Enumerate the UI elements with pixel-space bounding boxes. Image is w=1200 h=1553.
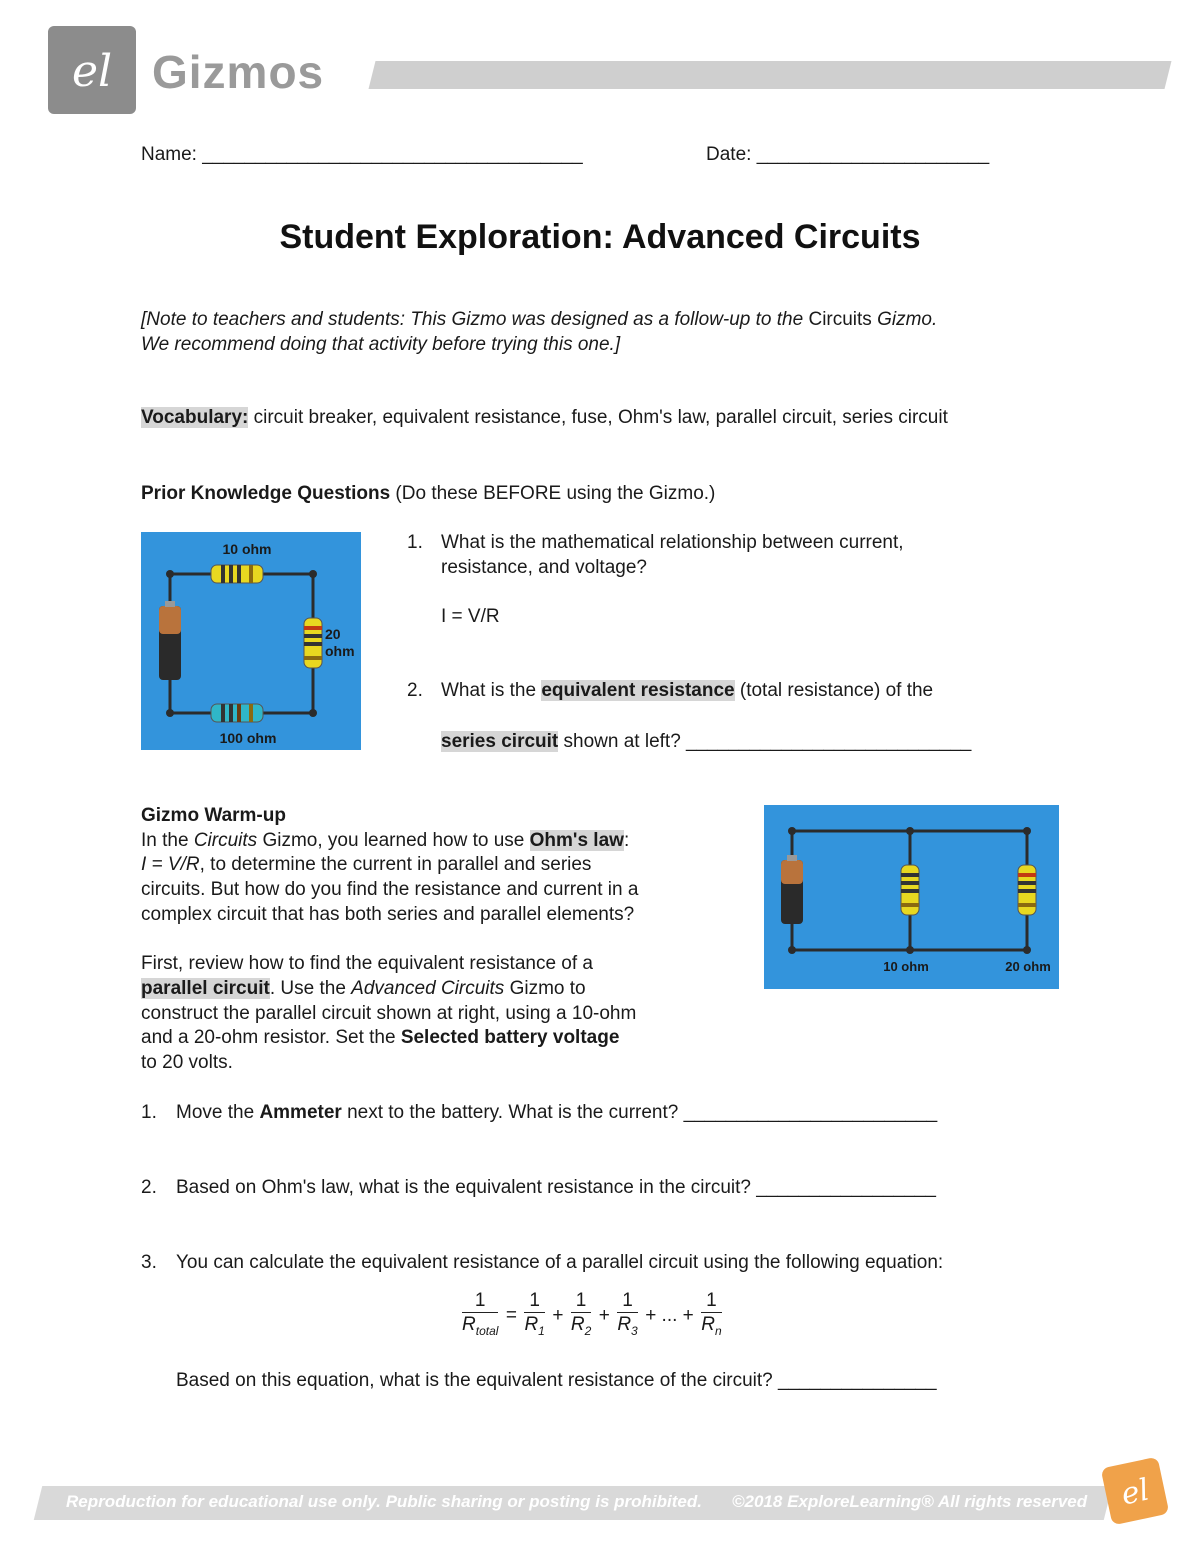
wu-q3-followup: Based on this equation, what is the equivalent resistance of the circuit? _______________ (176, 1370, 937, 1391)
term-parallel-circuit: parallel circuit (141, 978, 270, 999)
term-ohms-law: Ohm's law (529, 830, 624, 851)
series-circuit-diagram (141, 532, 361, 750)
pk-q2-line2: series circuit shown at left? ___________________________ (441, 731, 972, 752)
svg-text:10 ohm: 10 ohm (222, 541, 272, 557)
pk-q1-answer: I = V/R (441, 606, 500, 627)
pk-q1-line2: resistance, and voltage? (441, 557, 647, 578)
warmup-p1-line2: I = V/R, to determine the current in parallel and series (141, 854, 592, 875)
warmup-p2-line4: and a 20-ohm resistor. Set the Selected battery voltage (141, 1027, 620, 1048)
header-bar (369, 61, 1172, 89)
page-title: Student Exploration: Advanced Circuits (279, 218, 921, 256)
warmup-p1-line1: In the Circuits Gizmo, you learned how to use Ohm's law: (141, 830, 630, 851)
gizmos-logo (48, 26, 136, 114)
date-label: Date: (706, 144, 752, 165)
date-field (706, 142, 989, 167)
wu-q3-text: You can calculate the equivalent resistance of a parallel circuit using the following equation: (176, 1252, 944, 1273)
vocabulary (141, 405, 948, 430)
footer-copyright: ©2018 ExploreLearning® All rights reserved (732, 1492, 1088, 1511)
name-blank: ____________________________________ (202, 144, 583, 165)
term-equivalent-resistance: equivalent resistance (541, 680, 735, 701)
term-series-circuit: series circuit (441, 731, 559, 752)
pk-q1-line1: What is the mathematical relationship between current, (441, 532, 904, 553)
name-label: Name: (141, 144, 197, 165)
eq-frac-rn: $\frac{1}{R_n}$ (701, 1290, 722, 1338)
prior-knowledge-heading: Prior Knowledge Questions (Do these BEFORE using the Gizmo.) (141, 483, 716, 504)
brand-name: Gizmos (152, 46, 325, 98)
svg-text:10 ohm: 10 ohm (883, 959, 929, 974)
svg-text:el: el (71, 46, 113, 97)
vocabulary-terms: circuit breaker, equivalent resistance, fuse, Ohm's law, parallel circuit, series circuit (248, 407, 948, 428)
svg-text:el: el (1118, 1472, 1153, 1513)
svg-text:100 ohm: 100 ohm (219, 730, 277, 746)
pk-q2-line1: What is the equivalent resistance (total resistance) of the (441, 680, 934, 701)
parallel-resistance-equation: $\frac{1}{R_{total}}$ = $\frac{1}{R_1}$ + $\frac{1}{R_2}$ + $\frac{1}{R_3}$ + ... + $\frac{1}{R_n}$ (462, 1290, 722, 1343)
date-blank: ______________________ (756, 144, 990, 165)
warmup-p2-line2: parallel circuit. Use the Advanced Circuits Gizmo to (141, 978, 586, 999)
wu-q2-number: 2. (141, 1177, 157, 1198)
el-logo-icon (48, 26, 136, 114)
pk-q1-number: 1. (407, 532, 423, 553)
parallel-circuit-diagram (764, 805, 1059, 989)
eq-frac-r2: $\frac{1}{R_2}$ (570, 1290, 592, 1338)
warmup-heading: Gizmo Warm-up (141, 805, 286, 826)
warmup-p1-line3: circuits. But how do you find the resistance and current in a (141, 879, 639, 900)
svg-text:ohm: ohm (325, 643, 355, 659)
vocabulary-label: Vocabulary: (141, 407, 249, 428)
wu-q1-number: 1. (141, 1102, 157, 1123)
warmup-p2-line3: construct the parallel circuit shown at right, using a 10-ohm (141, 1003, 637, 1024)
eq-frac-r1: $\frac{1}{R_1}$ (524, 1290, 545, 1338)
eq-frac-r3: $\frac{1}{R_3}$ (617, 1290, 638, 1338)
pk-q2-number: 2. (407, 680, 423, 701)
svg-text:20: 20 (325, 626, 341, 642)
warmup-p1-line4: complex circuit that has both series and parallel elements? (141, 904, 635, 925)
eq-frac-total: $\frac{1}{R_{total}}$ (462, 1290, 499, 1338)
warmup-p2-line5: to 20 volts. (141, 1052, 233, 1073)
footer-disclaimer: Reproduction for educational use only. Public sharing or posting is prohibited. (66, 1492, 702, 1511)
wu-q1-text: Move the Ammeter next to the battery. What is the current? ________________________ (176, 1102, 938, 1123)
el-logo-icon (1101, 1457, 1170, 1526)
wu-q3-number: 3. (141, 1252, 157, 1273)
footer-logo (1101, 1457, 1170, 1526)
wu-q2-text: Based on Ohm's law, what is the equivalent resistance in the circuit? _________________ (176, 1177, 936, 1198)
note-line-2: We recommend doing that activity before trying this one.] (141, 334, 621, 355)
name-field (141, 142, 583, 167)
svg-text:20 ohm: 20 ohm (1005, 959, 1051, 974)
warmup-p2-line1: First, review how to find the equivalent resistance of a (141, 953, 594, 974)
note-line-1: [Note to teachers and students: This Gizmo was designed as a follow-up to the Circuits Gizmo. (141, 309, 938, 330)
series-circuit-figure (141, 532, 361, 750)
parallel-circuit-figure (764, 805, 1059, 989)
